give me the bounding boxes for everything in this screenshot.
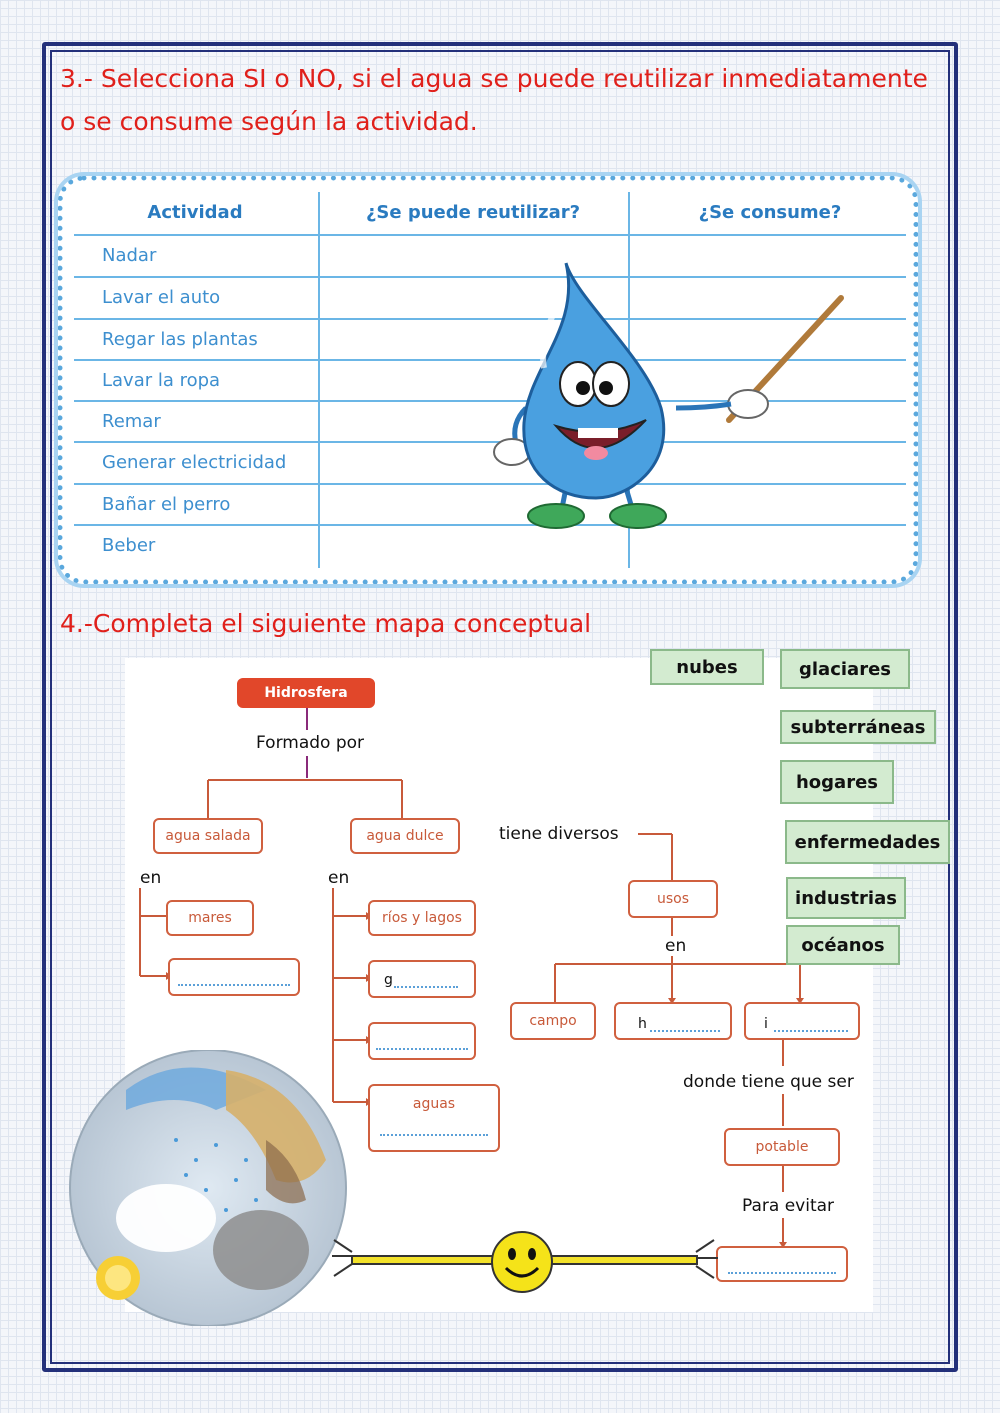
table-header-reuse: ¿Se puede reutilizar? [365, 202, 581, 223]
map-node-aguas[interactable] [368, 1084, 500, 1152]
map-blank-g-prefix: g [384, 972, 393, 988]
table-row-activity: Lavar el auto [102, 287, 221, 308]
map-node-aguas-label: aguas [412, 1096, 456, 1112]
map-blank-h-prefix: h [638, 1016, 647, 1032]
water-cycle-illustration [66, 1050, 350, 1326]
map-blank-evitar[interactable] [716, 1246, 848, 1282]
table-row-activity: Generar electricidad [102, 452, 287, 473]
map-label-en-salada: en [140, 868, 162, 888]
option-chip[interactable]: subterráneas [780, 710, 936, 744]
table-row-activity: Nadar [102, 245, 157, 266]
map-blank-h[interactable] [614, 1002, 732, 1040]
option-chip[interactable]: glaciares [780, 649, 910, 689]
table-row-activity: Beber [102, 535, 156, 556]
table-row-activity: Lavar la ropa [102, 370, 221, 391]
q4-title: 4.-Completa el siguiente mapa conceptual [60, 609, 592, 638]
map-blank-salada[interactable] [168, 958, 300, 996]
table-header-consume: ¿Se consume? [698, 202, 842, 223]
option-chip[interactable]: enfermedades [785, 820, 950, 864]
map-label-en-usos: en [665, 936, 687, 956]
option-chip[interactable]: nubes [650, 649, 764, 685]
table-header-activity: Actividad [147, 202, 243, 223]
map-blank-i[interactable] [744, 1002, 860, 1040]
map-node-agua-salada: agua salada [153, 818, 263, 854]
map-label-para-evitar: Para evitar [742, 1196, 835, 1216]
map-node-campo: campo [510, 1002, 596, 1040]
table-row-activity: Bañar el perro [102, 494, 231, 515]
option-chip[interactable]: industrias [786, 877, 906, 919]
map-label-en-dulce: en [328, 868, 350, 888]
table-row-activity: Remar [102, 411, 161, 432]
map-node-potable: potable [724, 1128, 840, 1166]
option-chip[interactable]: hogares [780, 760, 894, 804]
option-chip[interactable]: océanos [786, 925, 900, 965]
map-node-root: Hidrosfera [237, 678, 375, 708]
table-row-activity: Regar las plantas [102, 329, 258, 350]
map-label-tiene-diversos: tiene diversos [499, 824, 619, 844]
q3-title-line2: o se consume según la actividad. [60, 107, 478, 136]
map-node-usos: usos [628, 880, 718, 918]
smiley-sun [330, 1228, 720, 1296]
map-node-agua-dulce: agua dulce [350, 818, 460, 854]
map-node-mares: mares [166, 900, 254, 936]
q3-title-line1: 3.- Selecciona SI o NO, si el agua se puede reutilizar inmediatamente [60, 64, 928, 93]
map-blank-i-prefix: i [764, 1016, 768, 1032]
map-label-formado-por: Formado por [256, 733, 365, 753]
map-blank-dulce-3[interactable] [368, 1022, 476, 1060]
map-node-rios-lagos: ríos y lagos [368, 900, 476, 936]
map-blank-g[interactable] [368, 960, 476, 998]
map-label-donde: donde tiene que ser [683, 1072, 854, 1092]
